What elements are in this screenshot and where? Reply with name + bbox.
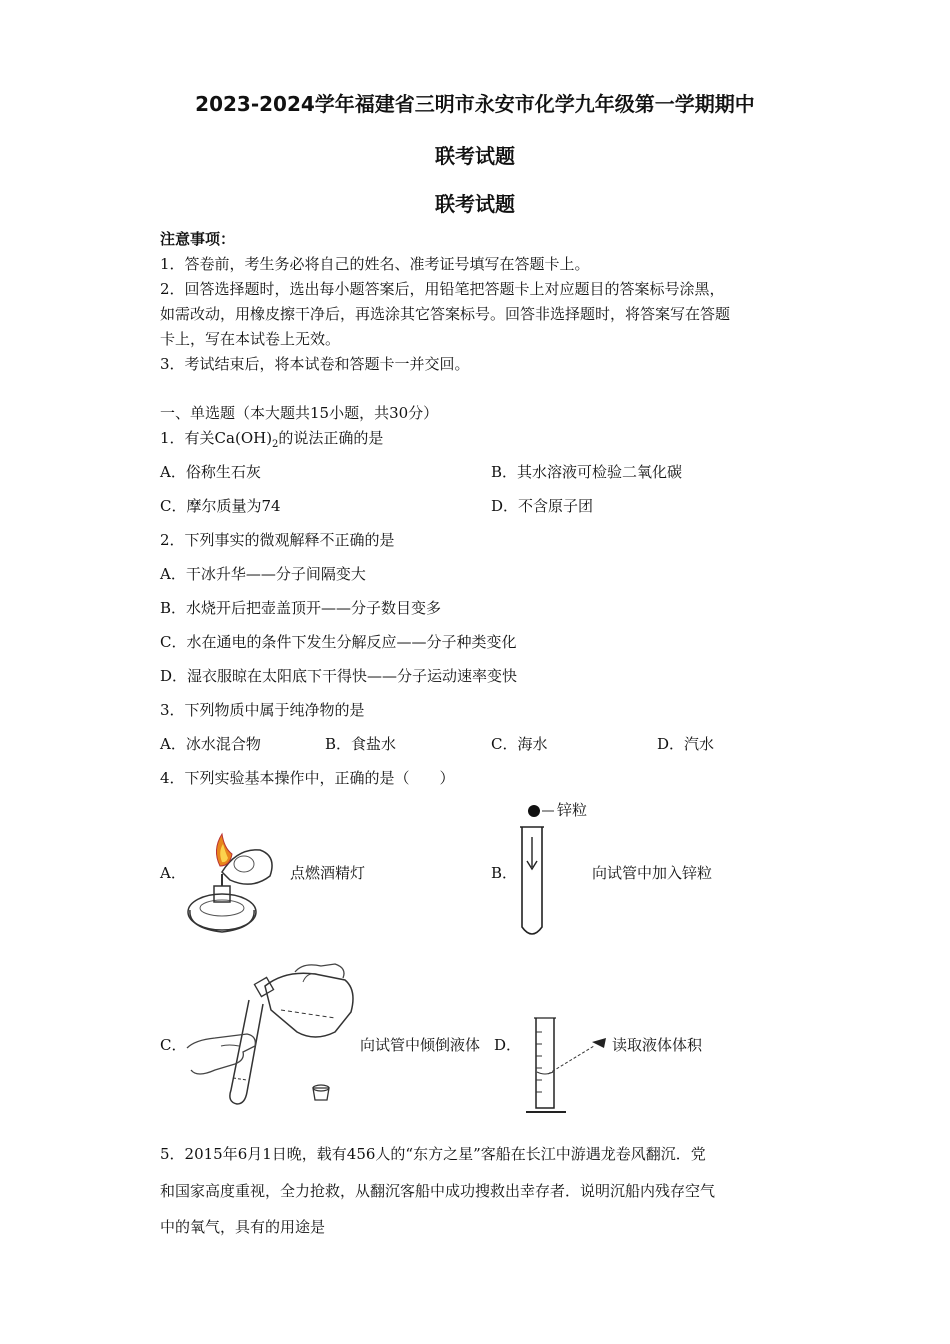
notice-heading: 注意事项： <box>160 230 236 248</box>
question-4-option-b-letter: B． <box>491 864 518 882</box>
question-5-line3: 中的氧气，具有的用途是 <box>160 1218 326 1236</box>
zinc-label: 锌粒 <box>557 801 588 819</box>
notice-item-2b: 如需改动，用橡皮擦干净后，再选涂其它答案标号。回答非选择题时，将答案写在答题 <box>160 305 731 323</box>
alcohol-lamp-lighting-figure <box>182 830 287 940</box>
question-4-option-a-text: 点燃酒精灯 <box>290 864 366 882</box>
question-1-option-c: C．摩尔质量为74 <box>160 497 281 515</box>
question-2-option-a: A．干冰升华——分子间隔变大 <box>160 565 366 583</box>
question-4-option-c-text: 向试管中倾倒液体 <box>360 1036 481 1054</box>
question-1-stem: 1．有关$Ca(OH)_2$的说法正确的是 <box>160 429 384 450</box>
question-5-line1: 5．2015年6月1日晚，载有456人的“东方之星”客船在长江中游遇龙卷风翻沉．党 <box>160 1145 706 1163</box>
notice-item-3: 3．考试结束后，将本试卷和答题卡一并交回。 <box>160 355 470 373</box>
notice-item-1: 1．答卷前，考生务必将自己的姓名、准考证号填写在答题卡上。 <box>160 255 590 273</box>
question-3-option-a: A．冰水混合物 <box>160 735 261 753</box>
notice-item-2c: 卡上，写在本试卷上无效。 <box>160 330 341 348</box>
question-1-option-a: A．俗称生石灰 <box>160 463 261 481</box>
question-1-option-d: D．不含原子团 <box>491 497 594 515</box>
notice-item-2a: 2．回答选择题时，选出每小题答案后，用铅笔把答题卡上对应题目的答案标号涂黑， <box>160 280 725 298</box>
question-5-line2: 和国家高度重视，全力抢救，从翻沉客船中成功搜救出幸存者．说明沉船内残存空气 <box>160 1182 716 1200</box>
question-2-option-d: D．湿衣服晾在太阳底下干得快——分子运动速率变快 <box>160 667 518 685</box>
question-1-option-b: B．其水溶液可检验二氧化碳 <box>491 463 683 481</box>
question-3-option-b: B．食盐水 <box>325 735 397 753</box>
question-2-option-b: B．水烧开后把壶盖顶开——分子数目变多 <box>160 599 442 617</box>
graduated-cylinder-figure <box>524 1012 619 1122</box>
question-4-option-c-letter: C． <box>160 1036 187 1054</box>
zinc-granule-icon <box>528 805 540 817</box>
section-heading: 一、单选题（本大题共15小题，共30分） <box>160 404 439 422</box>
question-3-stem: 3．下列物质中属于纯净物的是 <box>160 701 365 719</box>
question-2-option-c: C．水在通电的条件下发生分解反应——分子种类变化 <box>160 633 517 651</box>
question-2-stem: 2．下列事实的微观解释不正确的是 <box>160 531 395 549</box>
question-4-option-b-text: 向试管中加入锌粒 <box>592 864 713 882</box>
question-4-option-d-text: 读取液体体积 <box>612 1036 703 1054</box>
question-4-option-a-letter: A． <box>160 864 186 882</box>
eye-icon <box>592 1038 606 1048</box>
question-4-stem: 4．下列实验基本操作中，正确的是（ ） <box>160 769 455 787</box>
question-3-option-d: D．汽水 <box>657 735 715 753</box>
question-4-option-d-letter: D． <box>494 1036 522 1054</box>
question-3-option-c: C．海水 <box>491 735 548 753</box>
pouring-liquid-figure <box>185 960 360 1110</box>
paper-title-line1: 2023-2024学年福建省三明市永安市化学九年级第一学期期中 <box>195 92 755 116</box>
paper-title-line3: 联考试题 <box>435 192 515 216</box>
paper-title-line2: 联考试题 <box>435 144 515 168</box>
